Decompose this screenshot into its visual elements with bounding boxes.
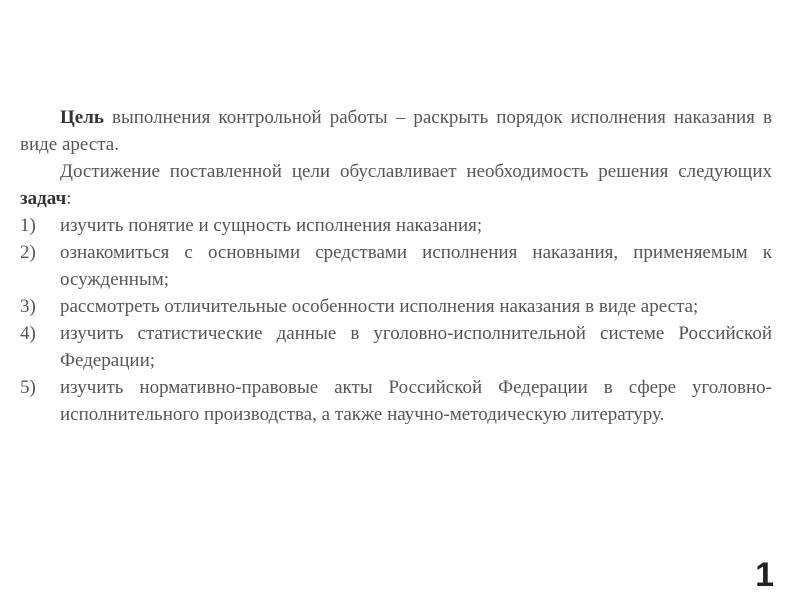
list-item-text: ознакомиться с основными средствами исполнения наказания, применяемым к осужденным; [60, 242, 772, 290]
list-item-number: 4) [20, 323, 36, 344]
list-item [20, 239, 772, 293]
goal-text: выполнения контрольной работы – раскрыть порядок исполнения наказания в виде ареста. [20, 107, 772, 155]
list-item-text: рассмотреть отличительные особенности исполнения наказания в виде ареста; [60, 296, 699, 317]
tasks-label: задач [20, 188, 67, 209]
goal-paragraph [20, 104, 772, 158]
document-body [20, 104, 772, 428]
list-item [20, 293, 772, 320]
list-item-text: изучить нормативно-правовые акты Российской Федерации в сфере уголовно-исполнительного производства, а также научно-методическую литературу. [60, 377, 772, 425]
list-item-number: 5) [20, 377, 36, 398]
list-item [20, 374, 772, 428]
list-item-number: 2) [20, 242, 36, 263]
tasks-intro-text: Достижение поставленной цели обуславливает необходимость решения следующих [60, 161, 772, 182]
list-item-number: 3) [20, 296, 36, 317]
page-number: 1 [755, 556, 774, 594]
list-item-text: изучить статистические данные в уголовно-исполнительной системе Российской Федерации; [60, 323, 772, 371]
tasks-list [20, 212, 772, 428]
goal-label: Цель [60, 107, 104, 128]
list-item [20, 212, 772, 239]
list-item-number: 1) [20, 215, 36, 236]
tasks-intro-paragraph [20, 158, 772, 212]
list-item [20, 320, 772, 374]
tasks-colon: : [66, 188, 72, 209]
list-item-text: изучить понятие и сущность исполнения наказания; [60, 215, 483, 236]
